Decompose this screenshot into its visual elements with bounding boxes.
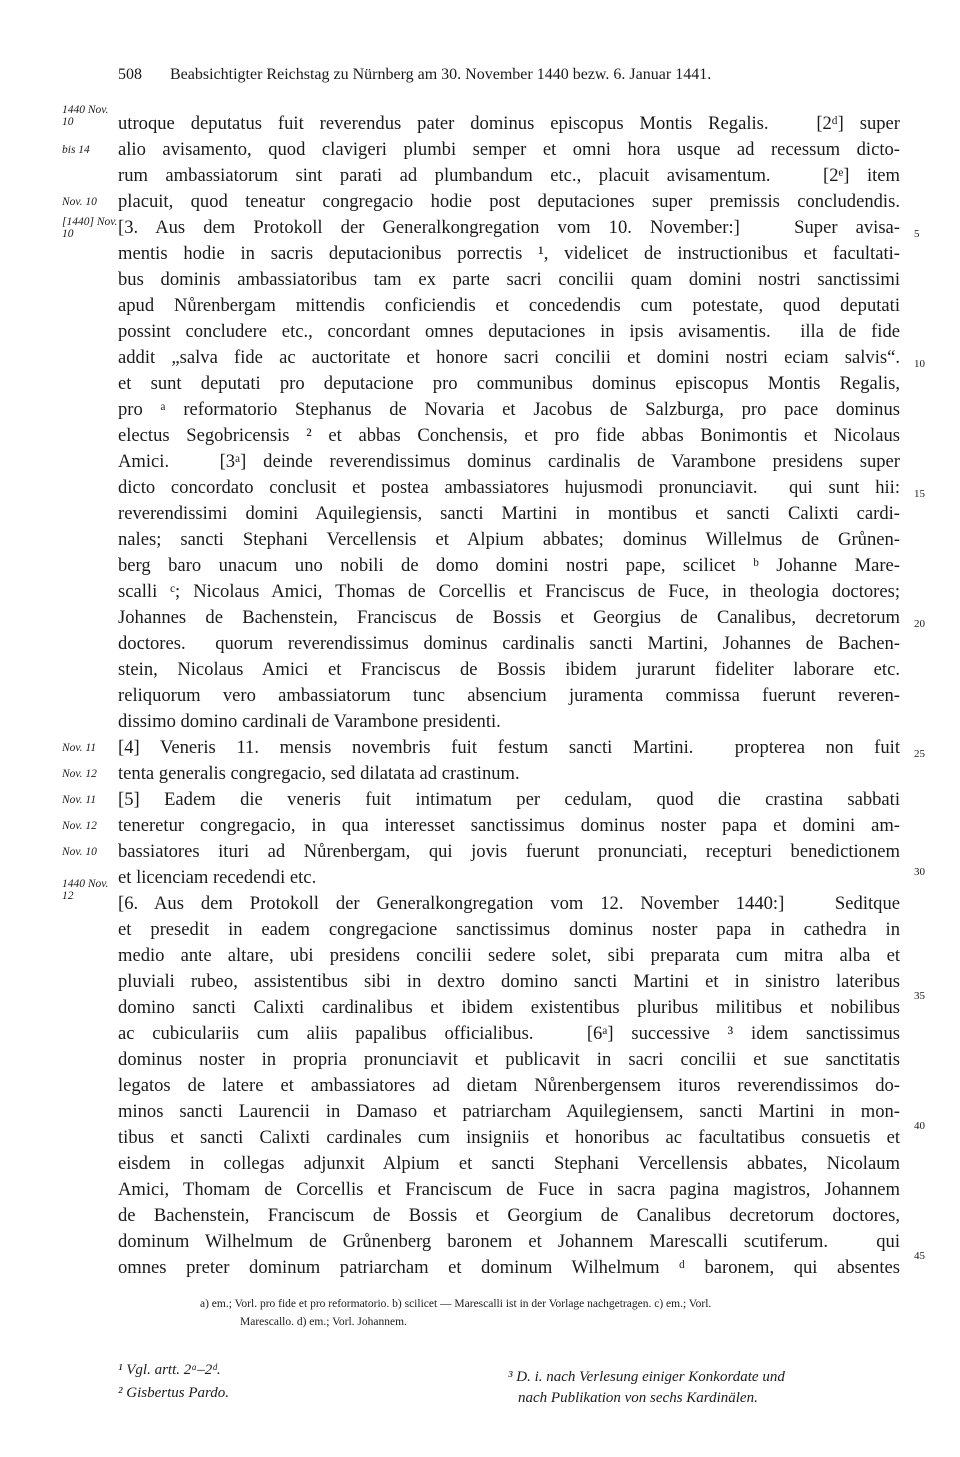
line-number: 25 — [914, 748, 925, 760]
text-line: doctores. quorum reverendissimus dominus cardinalis sancti Martini, Johannes de Bachen- — [118, 633, 900, 654]
text-line: pro ᵃ reformatorio Stephanus de Novaria et Jacobus de Salzburga, pro pace dominus — [118, 399, 900, 420]
text-line: mentis hodie in sacris deputacionibus porrectis ¹, videlicet de instructionibus et facultati- — [118, 243, 900, 264]
footnote: ³ D. i. nach Verlesung einiger Konkordate und — [508, 1369, 785, 1385]
text-line: et presedit in eadem congregacione sanctissimus dominus noster papa in cathedra in — [118, 919, 900, 940]
margin-date: Nov. 12 — [62, 820, 97, 832]
text-line: dominum Wilhelmum de Grůnenberg baronem et Johannem Marescalli scutiferum. qui — [118, 1231, 900, 1252]
text-line: et licenciam recedendi etc. — [118, 867, 317, 888]
line-number: 40 — [914, 1120, 925, 1132]
text-line: medio ante altare, ubi presidens concilii sedere solet, sibi preparata cum mitra alba et — [118, 945, 900, 966]
margin-date: Nov. 10 — [62, 196, 97, 208]
margin-date: bis 14 — [62, 144, 90, 156]
apparatus-note: a) em.; Vorl. pro fide et pro reformatorio. b) scilicet — Marescalli ist in der Vorlage nachgetragen. c) em.; Vorl. — [200, 1298, 712, 1310]
text-line: possint concludere etc., concordant omnes deputaciones in ipsis avisamentis. illa de fide — [118, 321, 900, 342]
text-line: placuit, quod teneatur congregacio hodie post deputaciones super premissis concludendis. — [118, 191, 900, 212]
line-number: 35 — [914, 990, 925, 1002]
text-line: teneretur congregacio, in qua interesset sanctissimus dominus noster papa et domini am- — [118, 815, 900, 836]
text-line: bassiatores ituri ad Nůrenbergam, qui jovis fuerunt pronunciati, recepturi benedictionem — [118, 841, 900, 862]
line-number: 10 — [914, 358, 925, 370]
margin-date: Nov. 11 — [62, 742, 97, 754]
margin-date: [1440] Nov. 10 — [62, 216, 118, 240]
text-line: eisdem in collegas adjunxit Alpium et sancti Stephani Vercellensis abbates, Nicolaum — [118, 1153, 900, 1174]
text-line: utroque deputatus fuit reverendus pater dominus episcopus Montis Regalis. [2ᵈ] super — [118, 113, 900, 134]
text-line: tenta generalis congregacio, sed dilatata ad crastinum. — [118, 763, 520, 784]
text-line: pluviali rubeo, assistentibus sibi in dextro domino sancti Martini et in sinistro lateribus — [118, 971, 900, 992]
text-line: de Bachenstein, Franciscum de Bossis et Georgium de Canalibus decretorum doctores, — [118, 1205, 900, 1226]
footnote: ¹ Vgl. artt. 2ᵃ–2ᵈ. — [118, 1362, 221, 1378]
line-number: 5 — [914, 228, 920, 240]
text-line: electus Segobricensis ² et abbas Conchensis, et pro fide abbas Bonimontis et Nicolaus — [118, 425, 900, 446]
running-title: Beabsichtigter Reichstag zu Nürnberg am 30. November 1440 bezw. 6. Januar 1441. — [170, 66, 712, 83]
text-line: Amici. [3ᵃ] deinde reverendissimus dominus cardinalis de Varambone presidens super — [118, 451, 900, 472]
text-line: [5] Eadem die veneris fuit intimatum per cedulam, quod die crastina sabbati — [118, 789, 900, 810]
text-line: berg baro unacum uno nobili de domo domini nostri pape, scilicet ᵇ Johanne Mare- — [118, 555, 900, 576]
text-line: tibus et sancti Calixti cardinales cum insigniis et honoribus ac facultatibus consuetis et — [118, 1127, 900, 1148]
text-line: [4] Veneris 11. mensis novembris fuit festum sancti Martini. propterea non fuit — [118, 737, 900, 758]
line-number: 45 — [914, 1250, 925, 1262]
text-line: [3. Aus dem Protokoll der Generalkongregation vom 10. November:] Super avisa- — [118, 217, 900, 238]
text-line: bus dominis ambassiatoribus tam ex parte sacri concilii quam domini nostri sanctissimi — [118, 269, 900, 290]
margin-date: Nov. 12 — [62, 768, 97, 780]
text-line: [6. Aus dem Protokoll der Generalkongregation vom 12. November 1440:] Seditque — [118, 893, 900, 914]
text-line: nales; sancti Stephani Vercellensis et Alpium abbates; dominus Willelmus de Grůnen- — [118, 529, 900, 550]
text-line: dissimo domino cardinali de Varambone presidenti. — [118, 711, 501, 732]
text-line: addit „salva fide ac auctoritate et honore sacri concilii et domini nostri eciam salvis“. — [118, 347, 900, 368]
margin-date: Nov. 11 — [62, 794, 97, 806]
text-line: ac cubiculariis cum aliis papalibus officialibus. [6ᵃ] successive ³ idem sanctissimus — [118, 1023, 900, 1044]
text-line: legatos de latere et ambassiatores ad dietam Nůrenbergensem ituros reverendissimos do- — [118, 1075, 900, 1096]
text-line: scalli ᶜ; Nicolaus Amici, Thomas de Corcellis et Franciscus de Fuce, in theologia doctores; — [118, 581, 900, 602]
text-line: minos sancti Laurencii in Damaso et patriarcham Aquilegiensem, sancti Martini in mon- — [118, 1101, 900, 1122]
text-line: domino sancti Calixti cardinalibus et ibidem existentibus pluribus militibus et nobilibus — [118, 997, 900, 1018]
text-line: dicto concordato conclusit et postea ambassiatores hujusmodi pronunciavit. qui sunt hii: — [118, 477, 900, 498]
margin-date: Nov. 10 — [62, 846, 97, 858]
text-line: omnes preter dominum patriarcham et dominum Wilhelmum ᵈ baronem, qui absentes — [118, 1257, 900, 1278]
text-line: et sunt deputati pro deputacione pro communibus dominus episcopus Montis Regalis, — [118, 373, 900, 394]
text-line: stein, Nicolaus Amici et Franciscus de Bossis ibidem jurarunt fideliter laborare etc. — [118, 659, 900, 680]
text-line: Amici, Thomam de Corcellis et Franciscum de Fuce in sacra pagina magistros, Johannem — [118, 1179, 900, 1200]
margin-date: 1440 Nov. 12 — [62, 878, 109, 902]
text-line: reliquorum vero ambassiatorum tunc absencium juramenta commissa fuerunt reveren- — [118, 685, 900, 706]
running-header — [118, 66, 838, 84]
line-number: 20 — [914, 618, 925, 630]
text-line: reverendissimi domini Aquilegiensis, sancti Martini in montibus et sancti Calixti cardi- — [118, 503, 900, 524]
line-number: 30 — [914, 866, 925, 878]
text-line: alio avisamento, quod clavigeri plumbi semper et omni hora usque ad recessum dicto- — [118, 139, 900, 160]
text-line: rum ambassiatorum sint parati ad plumbandum etc., placuit avisamentum. [2ᵉ] item — [118, 165, 900, 186]
apparatus-note: Marescallo. d) em.; Vorl. Johannem. — [240, 1316, 407, 1328]
margin-date: 1440 Nov. 10 — [62, 104, 109, 128]
text-line: dominus noster in propria pronunciavit et publicavit in sacri concilii et sue sanctitatis — [118, 1049, 900, 1070]
line-number: 15 — [914, 488, 925, 500]
page-number: 508 — [118, 66, 142, 83]
text-line: apud Nůrenbergam mittendis conficiendis et concedendis cum potestate, quod deputati — [118, 295, 900, 316]
footnote: nach Publikation von sechs Kardinälen. — [518, 1390, 758, 1406]
text-line: Johannes de Bachenstein, Franciscus de Bossis et Georgius de Canalibus, decretorum — [118, 607, 900, 628]
footnote: ² Gisbertus Pardo. — [118, 1385, 230, 1401]
